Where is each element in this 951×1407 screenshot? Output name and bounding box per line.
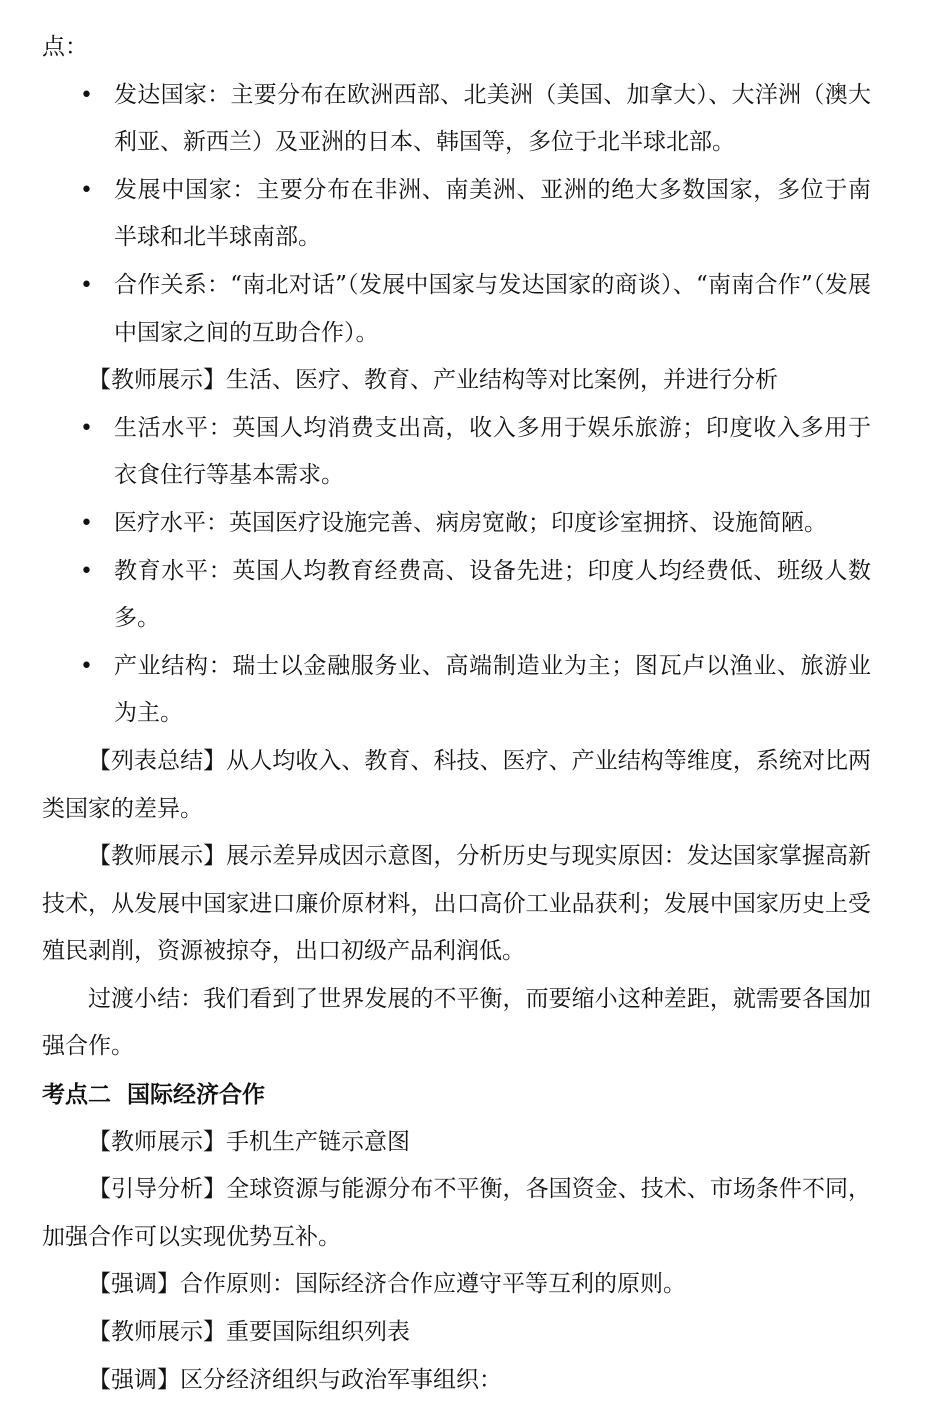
list-item-text: 医疗水平：英国医疗设施完善、病房宽敞；印度诊室拥挤、设施简陋。 (114, 509, 827, 536)
list-item-text: 产业结构：瑞士以金融服务业、高端制造业为主；图瓦卢以渔业、旅游业为主。 (114, 652, 871, 727)
guide-analysis-paragraph: 【引导分析】全球资源与能源分布不平衡，各国资金、技术、市场条件不同，加强合作可以实现优势互补。 (42, 1176, 871, 1250)
list-item-text: 合作关系：“南北对话”（发展中国家与发达国家的商谈）、“南南合作”（发展中国家之间的互助合作）。 (114, 271, 871, 346)
bullet-icon: • (80, 415, 93, 441)
intro-text: 点： (42, 34, 88, 60)
bullet-icon: • (80, 558, 93, 584)
emphasis-principle-paragraph: 【强调】合作原则：国际经济合作应遵守平等互利的原则。 (88, 1271, 686, 1298)
teacher-show-paragraph: 【教师展示】生活、医疗、教育、产业结构等对比案例，并进行分析 (88, 367, 778, 394)
list-item (42, 405, 871, 500)
bullet-icon: • (80, 272, 93, 298)
list-item (42, 643, 871, 738)
emphasis-distinguish-paragraph: 【强调】区分经济组织与政治军事组织： (88, 1366, 502, 1393)
list-item-text: 教育水平：英国人均教育经费高、设备先进；印度人均经费低、班级人数多。 (114, 557, 871, 632)
list-item (42, 72, 871, 167)
bullet-icon: • (80, 82, 93, 108)
list-item (42, 167, 871, 262)
bullet-icon: • (80, 653, 93, 679)
teacher-show-organizations-paragraph: 【教师展示】重要国际组织列表 (88, 1319, 410, 1346)
bullet-list-comparisons (42, 405, 871, 738)
teacher-show-phone-chain-paragraph: 【教师展示】手机生产链示意图 (88, 1128, 410, 1155)
bullet-list-country-types (42, 72, 871, 358)
transition-paragraph: 过渡小结：我们看到了世界发展的不平衡，而要缩小这种差距，就需要各国加强合作。 (42, 985, 871, 1060)
section-heading: 考点二 国际经济合作 (42, 1081, 266, 1109)
list-item-text: 生活水平：英国人均消费支出高，收入多用于娱乐旅游；印度收入多用于衣食住行等基本需求。 (114, 414, 871, 489)
list-item-text: 发达国家：主要分布在欧洲西部、北美洲（美国、加拿大）、大洋洲（澳大利亚、新西兰）及亚洲的日本、韩国等，多位于北半球北部。 (114, 81, 871, 156)
list-item (42, 262, 871, 357)
bullet-icon: • (80, 510, 93, 536)
teacher-show-causes-paragraph: 【教师展示】展示差异成因示意图，分析历史与现实原因：发达国家掌握高新技术，从发展中国家进口廉价原材料，出口高价工业品获利；发展中国家历史上受殖民剥削，资源被掠夺，出口初级产品利润低。 (42, 843, 871, 965)
list-item (42, 500, 871, 548)
list-item-text: 发展中国家：主要分布在非洲、南美洲、亚洲的绝大多数国家，多位于南半球和北半球南部。 (114, 176, 871, 251)
list-item (42, 548, 871, 643)
list-summary-paragraph: 【列表总结】从人均收入、教育、科技、医疗、产业结构等维度，系统对比两类国家的差异。 (42, 747, 871, 822)
bullet-icon: • (80, 177, 93, 203)
